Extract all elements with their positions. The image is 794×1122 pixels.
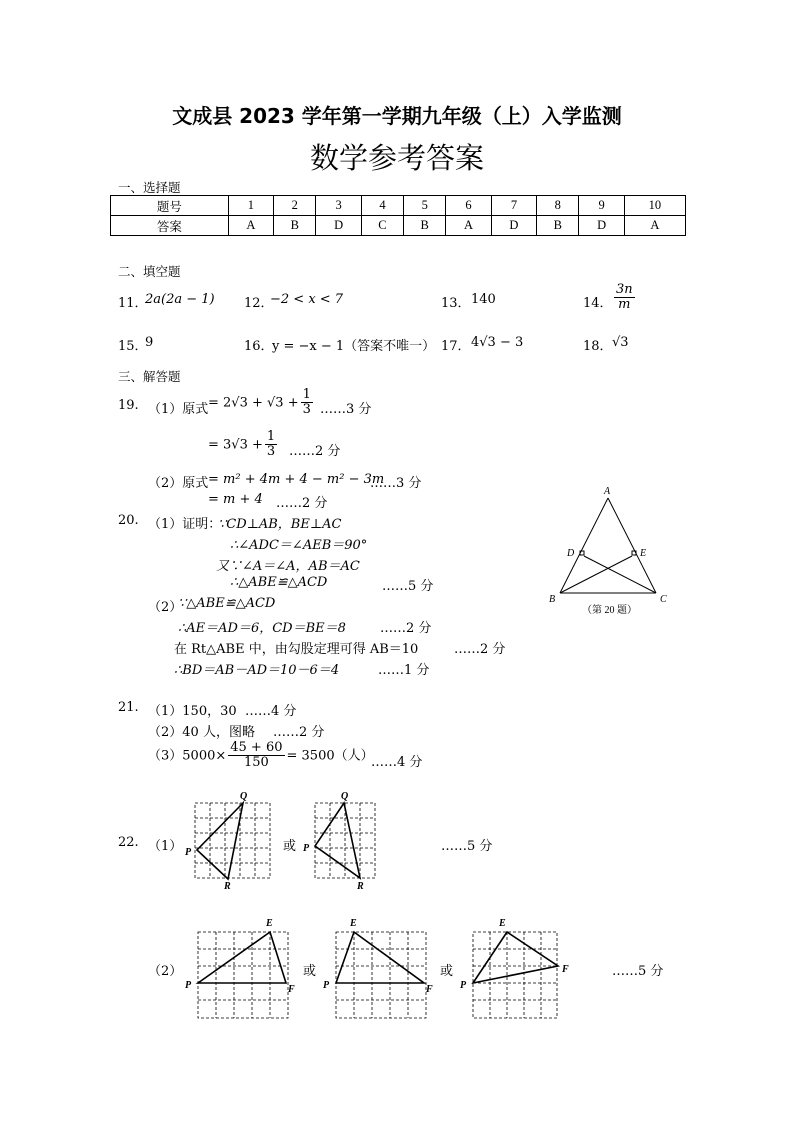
q22-part1-label: （1） xyxy=(148,839,183,854)
score: ……4 分 xyxy=(245,704,297,719)
fraction-denominator: m xyxy=(618,297,631,313)
q19-part2-label: （2）原式 xyxy=(148,476,209,491)
q22-grid-figure-2c xyxy=(455,912,585,1022)
table-cell: A xyxy=(446,216,491,236)
score: ……1 分 xyxy=(378,663,430,678)
q13-answer: 140 xyxy=(471,292,496,307)
point-label-d: D xyxy=(567,548,575,559)
document-title: 文成县 2023 学年第一学期九年级（上）入学监测 xyxy=(172,104,622,128)
score: ……2 分 xyxy=(454,642,506,657)
fraction-denominator: 3 xyxy=(302,402,311,418)
q20-line4: ∴△ABE≌△ACD xyxy=(230,575,328,590)
table-row-answers xyxy=(111,216,686,236)
triangle-pef xyxy=(198,932,286,983)
triangle-pef xyxy=(473,932,558,983)
fraction-denominator: 3 xyxy=(266,444,276,460)
triangle-pqr xyxy=(197,803,243,879)
table-cell: 8 xyxy=(537,196,579,216)
expression: （3）5000× xyxy=(148,748,227,764)
or-text: 或 xyxy=(303,964,317,979)
q20-line5: ∵△ABE≌△ACD xyxy=(178,596,276,611)
fraction-numerator: 3n xyxy=(616,282,633,297)
q15-answer: 9 xyxy=(145,335,154,350)
q19-part1-line2 xyxy=(208,430,279,460)
point-label-e: E xyxy=(499,918,506,929)
point-label-p: P xyxy=(185,847,192,858)
q20-line7: 在 Rt△ABE 中，由勾股定理可得 AB＝10 xyxy=(174,642,419,657)
point-label-b: B xyxy=(549,594,556,605)
section-heading-fill: 二、填空题 xyxy=(118,264,181,279)
table-cell: 6 xyxy=(446,196,491,216)
q11-answer: 2a(2a − 1) xyxy=(145,292,215,307)
table-cell: C xyxy=(361,216,403,236)
q20-line1: ∵CD⊥AB，BE⊥AC xyxy=(218,517,342,532)
table-cell: D xyxy=(316,216,361,236)
score: ……5 分 xyxy=(382,579,434,594)
q19-part1-line1 xyxy=(208,388,315,418)
table-cell: 1 xyxy=(228,196,273,216)
segment-be xyxy=(560,556,632,593)
section-heading-solve: 三、解答题 xyxy=(118,369,181,384)
q16-answer: y = −x − 1（答案不唯一） xyxy=(272,339,436,354)
q18-answer: √3 xyxy=(612,335,629,350)
fraction-numerator: 1 xyxy=(266,429,276,444)
point-label-p: P xyxy=(185,980,192,991)
score: ……3 分 xyxy=(320,402,372,417)
score: ……2 分 xyxy=(276,496,328,511)
point-label-r: R xyxy=(224,881,231,892)
row-label-number: 题号 xyxy=(111,196,229,216)
point-label-q: Q xyxy=(240,791,248,802)
q15-number: 15． xyxy=(118,339,148,354)
score: ……3 分 xyxy=(370,476,422,491)
expression-result: = 3500（人） xyxy=(286,748,374,764)
point-label-f: F xyxy=(288,984,295,995)
answer-table xyxy=(110,195,686,236)
q21-part3 xyxy=(148,741,374,771)
table-cell: 4 xyxy=(361,196,403,216)
score: ……2 分 xyxy=(380,621,432,636)
score: ……2 分 xyxy=(273,725,325,740)
table-cell: 9 xyxy=(579,196,624,216)
table-cell: D xyxy=(491,216,536,236)
figure-caption: （第 20 题） xyxy=(582,605,637,616)
q21-number: 21. xyxy=(118,700,139,715)
document-subtitle: 数学参考答案 xyxy=(309,141,484,175)
point-label-c: C xyxy=(660,594,667,605)
point-label-f: F xyxy=(426,984,433,995)
q22-grid-figure-2a xyxy=(180,912,300,1022)
table-cell: 7 xyxy=(491,196,536,216)
or-text: 或 xyxy=(440,964,454,979)
side-ab xyxy=(560,498,608,593)
point-label-e: E xyxy=(350,918,357,929)
q19-part1-label: （1）原式 xyxy=(148,402,209,417)
fraction-denominator: 150 xyxy=(243,755,269,771)
q20-line8: ∴BD＝AB－AD＝10－6＝4 xyxy=(174,663,340,678)
point-label-p: P xyxy=(460,980,467,991)
q12-answer: −2 < x < 7 xyxy=(270,292,344,307)
q20-line6: ∴AE＝AD＝6，CD＝BE＝8 xyxy=(178,621,346,636)
q20-part2-label: （2） xyxy=(148,600,183,615)
point-label-a: A xyxy=(604,486,611,497)
triangle-pef xyxy=(336,932,424,983)
expression: = 2√3 + √3 + xyxy=(208,395,299,411)
q16-number: 16． xyxy=(244,339,274,354)
q22-grid-figure-1a xyxy=(180,788,280,893)
q20-part1-label: （1）证明： xyxy=(148,517,222,532)
q22-part2-label: （2） xyxy=(148,964,183,979)
point-label-f: F xyxy=(562,964,569,975)
section-heading-choice: 一、选择题 xyxy=(118,180,181,195)
point-label-p: P xyxy=(323,980,330,991)
point-label-e: E xyxy=(640,548,647,559)
or-text: 或 xyxy=(283,839,297,854)
q19-part2-line2: = m + 4 xyxy=(208,492,263,507)
q13-number: 13． xyxy=(441,296,471,311)
table-cell: 2 xyxy=(274,196,316,216)
point-label-r: R xyxy=(357,881,364,892)
q20-line3: 又∵∠A＝∠A，AB＝AC xyxy=(216,559,360,574)
fraction-numerator: 45 + 60 xyxy=(230,740,283,755)
table-cell: 5 xyxy=(404,196,446,216)
side-ac xyxy=(608,498,656,593)
triangle-pqr xyxy=(315,803,360,878)
q20-line2: ∴∠ADC＝∠AEB＝90° xyxy=(230,538,368,553)
q22-grid-figure-2b xyxy=(318,912,438,1022)
q20-number: 20. xyxy=(118,513,139,528)
table-cell: D xyxy=(579,216,624,236)
q12-number: 12． xyxy=(244,296,274,311)
table-cell: A xyxy=(228,216,273,236)
table-cell: B xyxy=(537,216,579,236)
table-cell: 10 xyxy=(624,196,685,216)
segment-cd xyxy=(584,556,656,593)
table-cell: B xyxy=(274,216,316,236)
fraction-numerator: 1 xyxy=(302,387,311,402)
q18-number: 18． xyxy=(583,339,613,354)
q21-part1: （1）150，30 xyxy=(148,704,237,719)
q20-triangle-figure xyxy=(536,480,686,620)
q19-number: 19. xyxy=(118,398,139,413)
score: ……5 分 xyxy=(441,839,493,854)
score: ……4 分 xyxy=(371,755,423,770)
score: ……2 分 xyxy=(289,444,341,459)
q21-part2: （2）40 人，图略 xyxy=(148,725,255,740)
q19-part2-line1: = m² + 4m + 4 − m² − 3m xyxy=(208,472,385,487)
q22-grid-figure-1b xyxy=(300,788,390,893)
table-cell: B xyxy=(404,216,446,236)
score: ……5 分 xyxy=(612,964,664,979)
q17-answer: 4√3 − 3 xyxy=(471,335,524,350)
point-label-p: P xyxy=(303,843,310,854)
expression: = 3√3 + xyxy=(208,437,263,453)
q14-number: 14． xyxy=(583,296,613,311)
q17-number: 17． xyxy=(441,339,471,354)
q22-number: 22. xyxy=(118,835,139,850)
table-cell: 3 xyxy=(316,196,361,216)
point-label-q: Q xyxy=(341,791,349,802)
point-label-e: E xyxy=(266,918,273,929)
row-label-answer: 答案 xyxy=(111,216,229,236)
table-row-numbers xyxy=(111,196,686,216)
q14-answer xyxy=(612,283,637,313)
table-cell: A xyxy=(624,216,685,236)
q11-number: 11． xyxy=(118,296,148,311)
